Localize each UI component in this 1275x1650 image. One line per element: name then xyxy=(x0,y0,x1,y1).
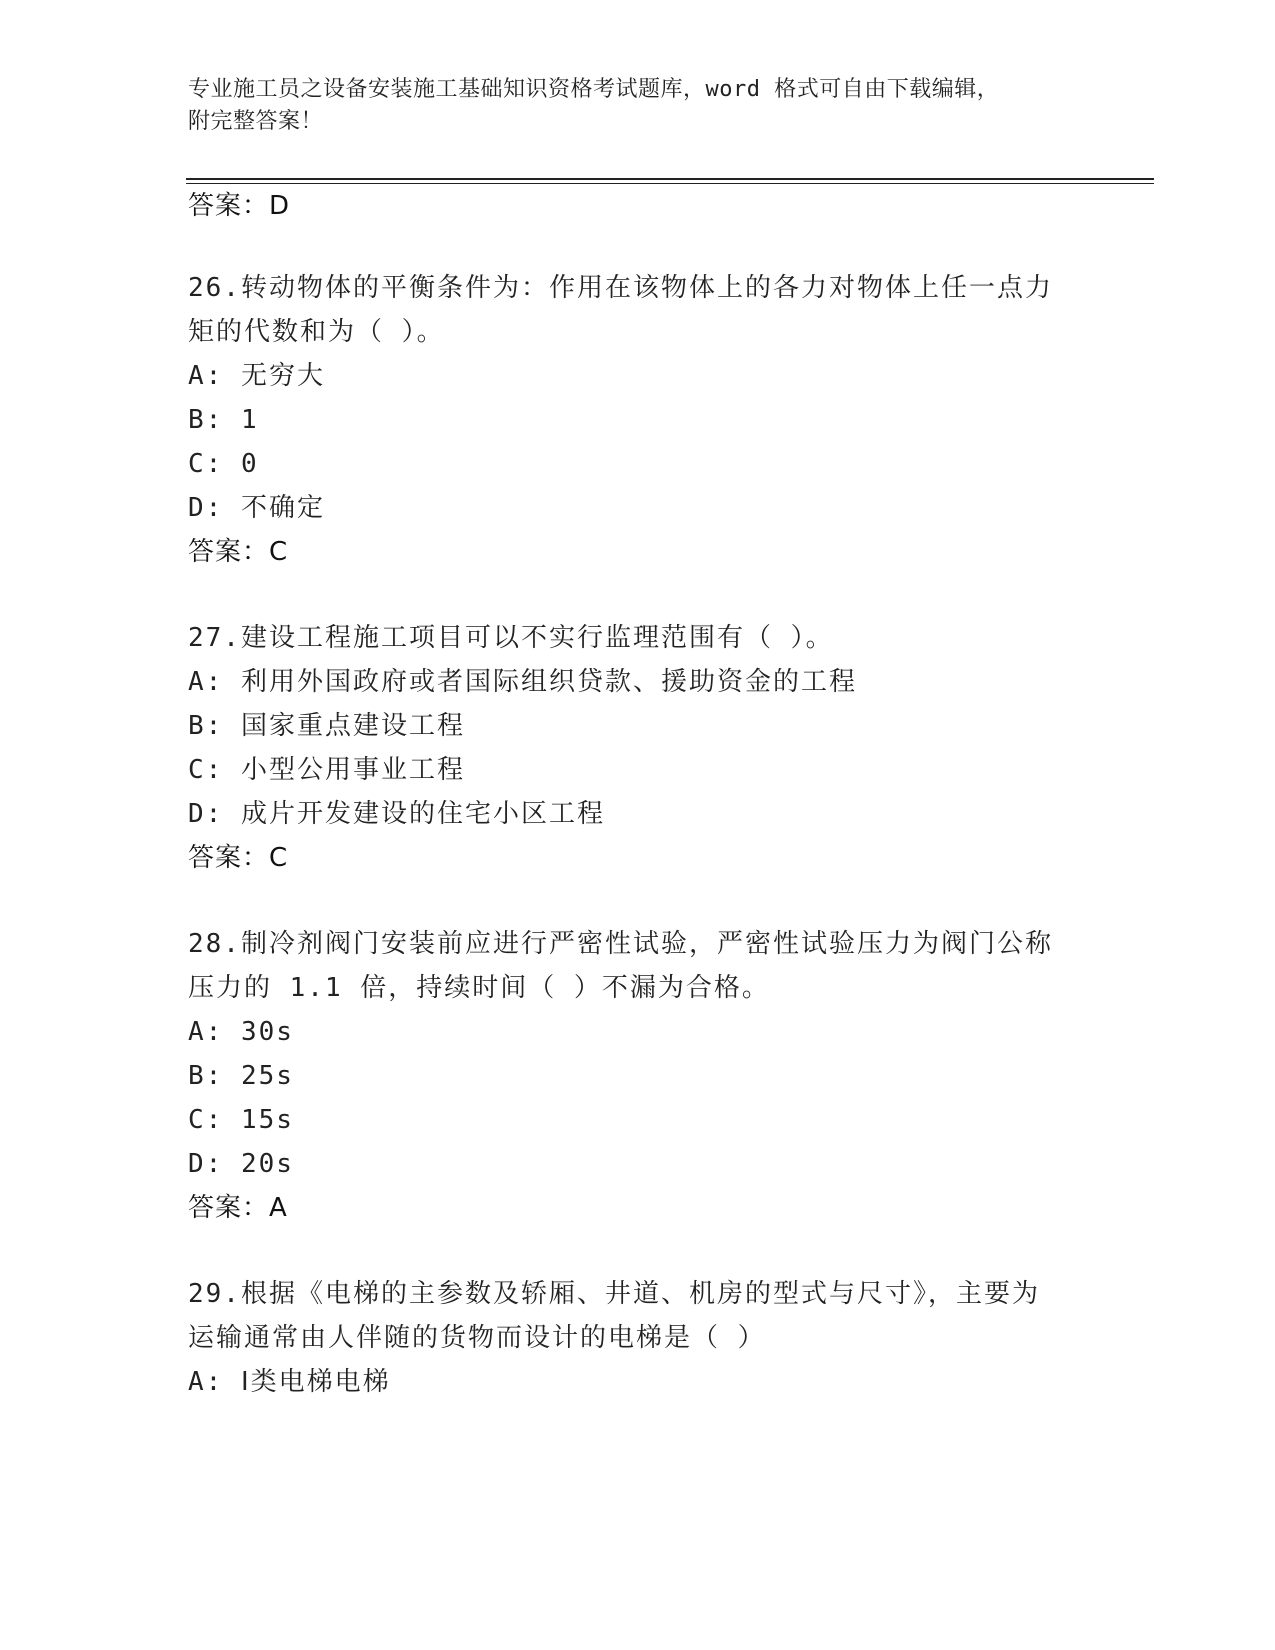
question-28-option-a: A: 30s xyxy=(188,1017,294,1047)
header-line-2: 附完整答案！ xyxy=(188,109,324,134)
question-29-stem-line-1: 29.根据《电梯的主参数及轿厢、井道、机房的型式与尺寸》，主要为 xyxy=(188,1279,1040,1309)
question-29-stem-line-2: 运输通常由人伴随的货物而设计的电梯是（ ） xyxy=(188,1323,766,1353)
header-divider-thin xyxy=(186,183,1154,184)
question-28-stem-line-2: 压力的 1.1 倍，持续时间（ ）不漏为合格。 xyxy=(188,973,770,1003)
question-26-option-d: D: 不确定 xyxy=(188,493,325,523)
question-26-stem-line-2: 矩的代数和为（ ）。 xyxy=(188,317,445,347)
question-27-option-a: A: 利用外国政府或者国际组织贷款、援助资金的工程 xyxy=(188,667,857,697)
header-divider-thick xyxy=(186,178,1154,180)
question-28-option-b: B: 25s xyxy=(188,1061,294,1091)
question-28-option-d: D: 20s xyxy=(188,1149,294,1179)
question-26-answer: 答案：C xyxy=(188,537,289,567)
question-27-answer: 答案：C xyxy=(188,843,289,873)
question-27-option-d: D: 成片开发建设的住宅小区工程 xyxy=(188,799,605,829)
question-26-option-b: B: 1 xyxy=(188,405,259,435)
question-28-option-c: C: 15s xyxy=(188,1105,294,1135)
question-26-stem-line-1: 26.转动物体的平衡条件为：作用在该物体上的各力对物体上任一点力 xyxy=(188,273,1053,303)
question-29-option-a: A: Ⅰ类电梯电梯 xyxy=(188,1367,391,1397)
question-27-option-b: B: 国家重点建设工程 xyxy=(188,711,465,741)
previous-answer: 答案：D xyxy=(188,191,291,221)
question-27-stem-line-1: 27.建设工程施工项目可以不实行监理范围有（ ）。 xyxy=(188,623,834,653)
question-28-stem-line-1: 28.制冷剂阀门安装前应进行严密性试验，严密性试验压力为阀门公称 xyxy=(188,929,1053,959)
question-26-option-a: A: 无穷大 xyxy=(188,361,325,391)
question-26-option-c: C: 0 xyxy=(188,449,259,479)
header-line-1: 专业施工员之设备安装施工基础知识资格考试题库，word 格式可自由下载编辑， xyxy=(188,77,1000,102)
document-header xyxy=(188,74,1088,138)
question-27-option-c: C: 小型公用事业工程 xyxy=(188,755,465,785)
question-28-answer: 答案：A xyxy=(188,1193,288,1223)
